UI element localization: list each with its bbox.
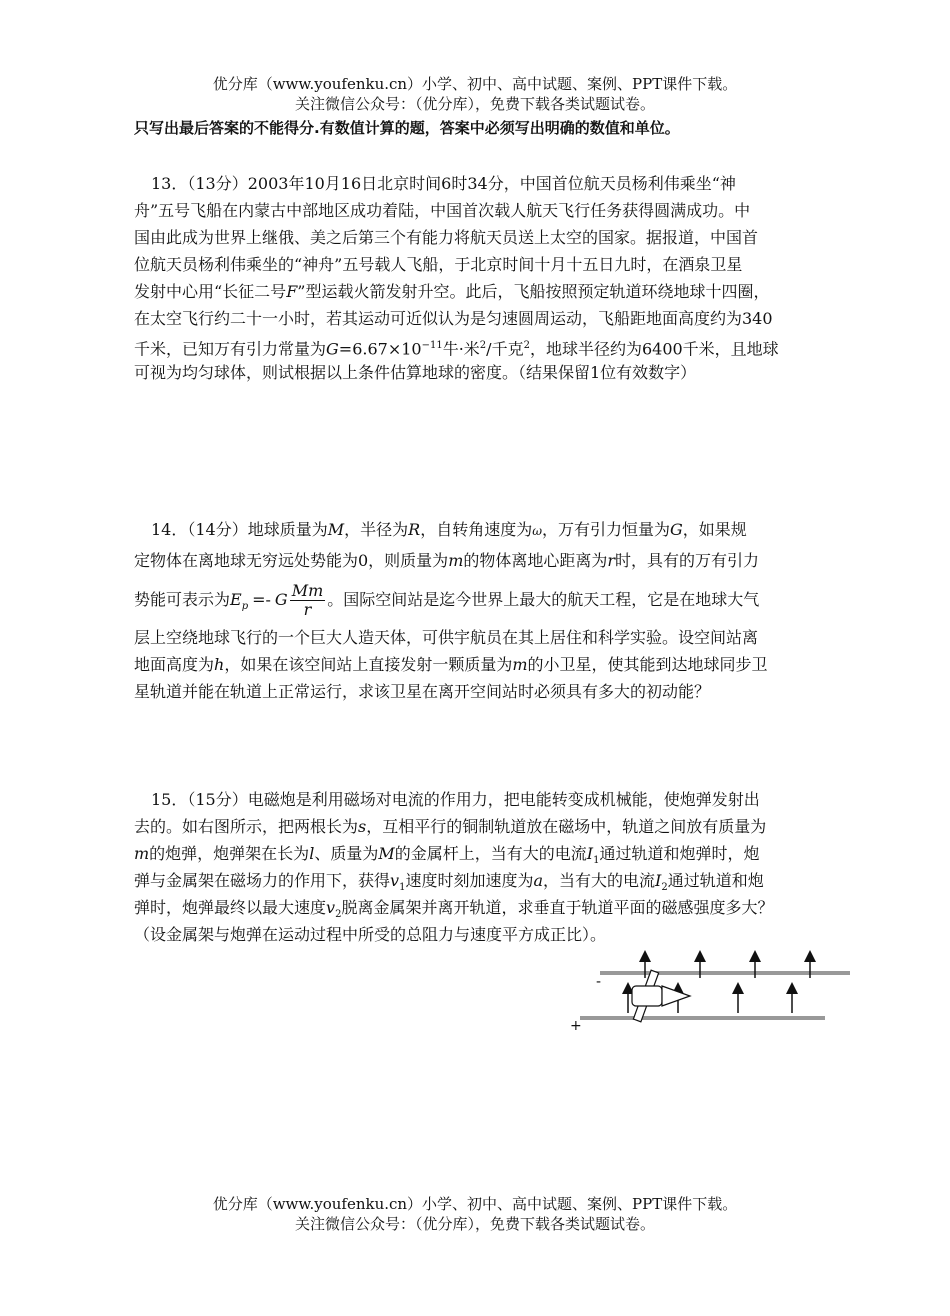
q15-line-1: 15．（15分）电磁炮是利用磁场对电流的作用力，把电能转变成机械能，使炮弹发射出 [151,790,760,809]
instruction-block [134,115,854,142]
railgun-diagram [560,948,860,1038]
q14-line-6: 星轨道并能在轨道上正常运行，求该卫星在离开空间站时必须具有多大的初动能？ [134,682,711,701]
q13-line-3: 国由此成为世界上继俄、美之后第三个有能力将航天员送上太空的国家。据报道，中国首 [134,228,759,247]
q15-line-3: m的炮弹，炮弹架在长为l、质量为M的金属杆上，当有大的电流$I_1$通过轨道和炮弹时，炮 [134,844,760,867]
minus-label: - [596,974,602,990]
q14-line-4: 层上空绕地球飞行的一个巨大人造天体，可供宇航员在其上居住和科学实验。设空间站离 [134,628,759,647]
header [0,74,950,114]
question-14 [134,516,854,705]
q13-line-2: 舟”五号飞船在内蒙古中部地区成功着陆，中国首次载人航天飞行任务获得圆满成功。中 [134,201,751,220]
q13-line-4: 位航天员杨利伟乘坐的“神舟”五号载人飞船，于北京时间十月十五日九时，在酒泉卫星 [134,255,743,274]
q13-line-1: 13．（13分）2003年10月16日北京时间6时34分，中国首位航天员杨利伟乘坐“神 [151,174,736,193]
projectile-tip [662,986,690,1006]
q13-line-5: 发射中心用“长征二号F”型运载火箭发射升空。此后，飞船按照预定轨道环绕地球十四圈， [134,282,770,301]
potential-energy-formula: $E_p =- G$ $\frac{Mm}{r}$ [230,581,324,619]
q15-line-4: 弹与金属架在磁场力的作用下，获得$v_1$速度时刻加速度为a，当有大的电流$I_2$通过轨道和炮 [134,871,764,894]
footer-line-1: 优分库（www.youfenku.cn）小学、初中、高中试题、案例、PPT课件下载。 [212,1195,738,1213]
q13-line-7: 千米，已知万有引力常量为$G=6.67\times 10^{-11}$牛·米$^2$/千克$^2$，地球半径约为6400千米，且地球 [134,339,779,359]
header-line-2: 关注微信公众号：（优分库），免费下载各类试题试卷。 [294,95,655,113]
header-line-1: 优分库（www.youfenku.cn）小学、初中、高中试题、案例、PPT课件下载。 [212,75,738,93]
q14-line-2: 定物体在离地球无穷远处势能为0，则质量为m的物体离地心距离为r时，具有的万有引力 [134,551,760,570]
plus-label: + [570,1018,582,1034]
instruction-text: 只写出最后答案的不能得分.有数值计算的题，答案中必须写出明确的数值和单位。 [134,119,680,137]
q13-line-8: 可视为均匀球体，则试根据以上条件估算地球的密度。（结果保留1位有效数字） [134,363,697,382]
q15-line-2: 去的。如右图所示，把两根长为s，互相平行的铜制轨道放在磁场中，轨道之间放有质量为 [134,817,767,836]
q14-line-1: 14．（14分）地球质量为M，半径为R，自转角速度为ω，万有引力恒量为G，如果规 [151,520,747,539]
projectile [632,970,690,1022]
footer-line-2: 关注微信公众号：（优分库），免费下载各类试题试卷。 [294,1215,655,1233]
q14-line-5: 地面高度为h，如果在该空间站上直接发射一颗质量为m的小卫星，使其能到达地球同步卫 [134,655,768,674]
omega-symbol: ω [532,524,542,538]
q15-line-5: 弹时，炮弹最终以最大速度$v_2$脱离金属架并离开轨道，求垂直于轨道平面的磁感强度多大？ [134,898,774,921]
q15-line-6: （设金属架与炮弹在运动过程中所受的总阻力与速度平方成正比）。 [134,925,607,944]
footer [0,1194,950,1234]
question-13 [134,170,854,386]
projectile-body [632,986,662,1006]
q14-line-3: 势能可表示为$E_p =- G$ $\frac{Mm}{r}$ 。国际空间站是迄今世界上最大的航天工程，它是在地球大气 [134,581,760,619]
q13-line-6: 在太空飞行约二十一小时，若其运动可近似认为是匀速圆周运动，飞船距地面高度约为340 [134,309,773,328]
question-15 [134,786,854,948]
